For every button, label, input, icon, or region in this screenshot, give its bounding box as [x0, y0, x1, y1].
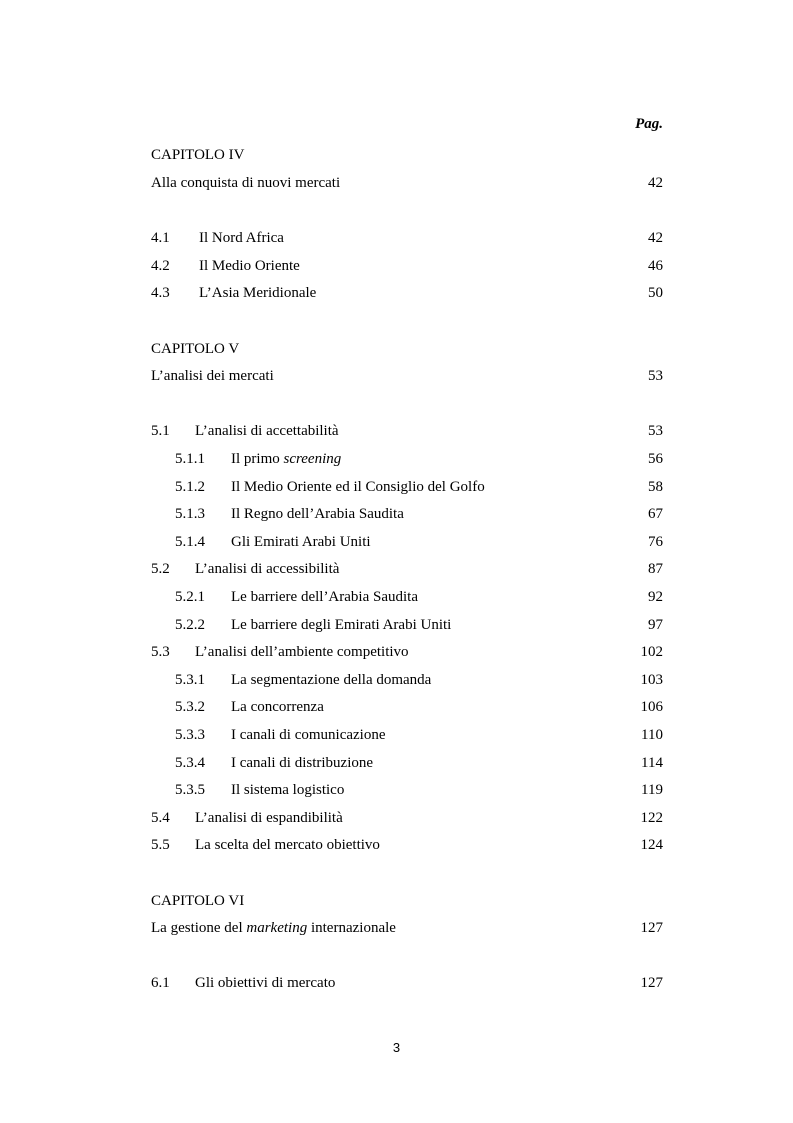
page-number: 58 [648, 479, 663, 495]
section-number: 5.2 [151, 561, 170, 577]
chapter-title: Alla conquista di nuovi mercati [151, 175, 341, 191]
section-number: 5.3.3 [175, 727, 205, 743]
page-number: 67 [648, 506, 663, 522]
chapter-title-italic: marketing [246, 920, 308, 936]
section-title: Le barriere dell’Arabia Saudita [231, 589, 418, 605]
section-title: L’analisi dell’ambiente competitivo [195, 644, 409, 660]
chapter-heading-vi: CAPITOLO VI [151, 893, 245, 909]
page-number: 92 [648, 589, 663, 605]
chapter-title-row-vi [151, 917, 663, 939]
toc-entry [151, 779, 663, 801]
chapter-title-row-v [151, 365, 663, 387]
section-number: 5.5 [151, 837, 170, 853]
section-number: 4.2 [151, 258, 170, 274]
page-number: 110 [641, 727, 663, 743]
toc-entry [151, 558, 663, 580]
section-number: 5.3.1 [175, 672, 205, 688]
section-title: L’Asia Meridionale [199, 285, 317, 301]
section-title: Gli obiettivi di mercato [195, 975, 336, 991]
page-number: 122 [640, 810, 663, 826]
section-title: La segmentazione della domanda [231, 672, 432, 688]
chapter-title: L’analisi dei mercati [151, 368, 274, 384]
page-column-label: Pag. [635, 116, 663, 132]
section-title: Il Nord Africa [199, 230, 284, 246]
section-number: 5.3 [151, 644, 170, 660]
section-number: 5.1.1 [175, 451, 205, 467]
section-number: 5.3.4 [175, 755, 205, 771]
section-title-italic: screening [283, 451, 342, 467]
section-title: I canali di comunicazione [231, 727, 386, 743]
chapter-title [151, 917, 396, 939]
chapter-title-text-end: internazionale [307, 920, 396, 936]
toc-entry [151, 724, 663, 746]
toc-entry [151, 972, 663, 994]
section-number: 5.3.2 [175, 699, 205, 715]
section-number: 4.3 [151, 285, 170, 301]
section-title: Il Medio Oriente ed il Consiglio del Golfo [231, 479, 485, 495]
page-number: 106 [640, 699, 663, 715]
page-number: 119 [641, 782, 663, 798]
section-title: Il Medio Oriente [199, 258, 300, 274]
section-title: L’analisi di espandibilità [195, 810, 343, 826]
section-number: 5.4 [151, 810, 170, 826]
section-number: 5.1.2 [175, 479, 205, 495]
page-number: 56 [648, 451, 663, 467]
toc-entry [151, 614, 663, 636]
page-number: 87 [648, 561, 663, 577]
page-number: 102 [640, 644, 663, 660]
section-title: Gli Emirati Arabi Uniti [231, 534, 371, 550]
section-number: 5.2.2 [175, 617, 205, 633]
section-number: 5.1.4 [175, 534, 205, 550]
section-number: 5.2.1 [175, 589, 205, 605]
page-number: 53 [648, 423, 663, 439]
section-number: 4.1 [151, 230, 170, 246]
section-title-text: Il primo [231, 451, 284, 467]
page-number: 46 [648, 258, 663, 274]
section-number: 5.1.3 [175, 506, 205, 522]
section-title: Il Regno dell’Arabia Saudita [231, 506, 404, 522]
page-number: 76 [648, 534, 663, 550]
section-number: 5.1 [151, 423, 170, 439]
toc-entry [151, 531, 663, 553]
toc-entry [151, 503, 663, 525]
page-number: 50 [648, 285, 663, 301]
section-title: La concorrenza [231, 699, 324, 715]
section-title: Il sistema logistico [231, 782, 345, 798]
page-number: 127 [640, 920, 663, 936]
page-number: 103 [640, 672, 663, 688]
toc-entry [151, 476, 663, 498]
footer-page-number: 3 [392, 1040, 401, 1055]
page-number: 97 [648, 617, 663, 633]
toc-entry [151, 669, 663, 691]
page-number: 42 [648, 230, 663, 246]
toc-entry [151, 448, 663, 470]
section-title: La scelta del mercato obiettivo [195, 837, 380, 853]
chapter-heading-iv: CAPITOLO IV [151, 147, 245, 163]
toc-entry [151, 696, 663, 718]
toc-entry [151, 255, 663, 277]
page-number: 114 [641, 755, 663, 771]
toc-entry [151, 420, 663, 442]
page-number: 53 [648, 368, 663, 384]
page-number: 42 [648, 175, 663, 191]
toc-entry [151, 834, 663, 856]
section-title: L’analisi di accettabilità [195, 423, 339, 439]
toc-entry [151, 807, 663, 829]
section-number: 6.1 [151, 975, 170, 991]
section-title [231, 448, 341, 470]
section-title: L’analisi di accessibilità [195, 561, 340, 577]
toc-entry [151, 752, 663, 774]
section-number: 5.3.5 [175, 782, 205, 798]
page-number: 127 [640, 975, 663, 991]
toc-entry [151, 227, 663, 249]
page-number: 124 [640, 837, 663, 853]
toc-entry [151, 282, 663, 304]
toc-entry [151, 586, 663, 608]
chapter-title-text: La gestione del [151, 920, 247, 936]
toc-entry [151, 641, 663, 663]
chapter-title-row-iv [151, 172, 663, 194]
section-title: I canali di distribuzione [231, 755, 374, 771]
section-title: Le barriere degli Emirati Arabi Uniti [231, 617, 452, 633]
chapter-heading-v: CAPITOLO V [151, 341, 240, 357]
